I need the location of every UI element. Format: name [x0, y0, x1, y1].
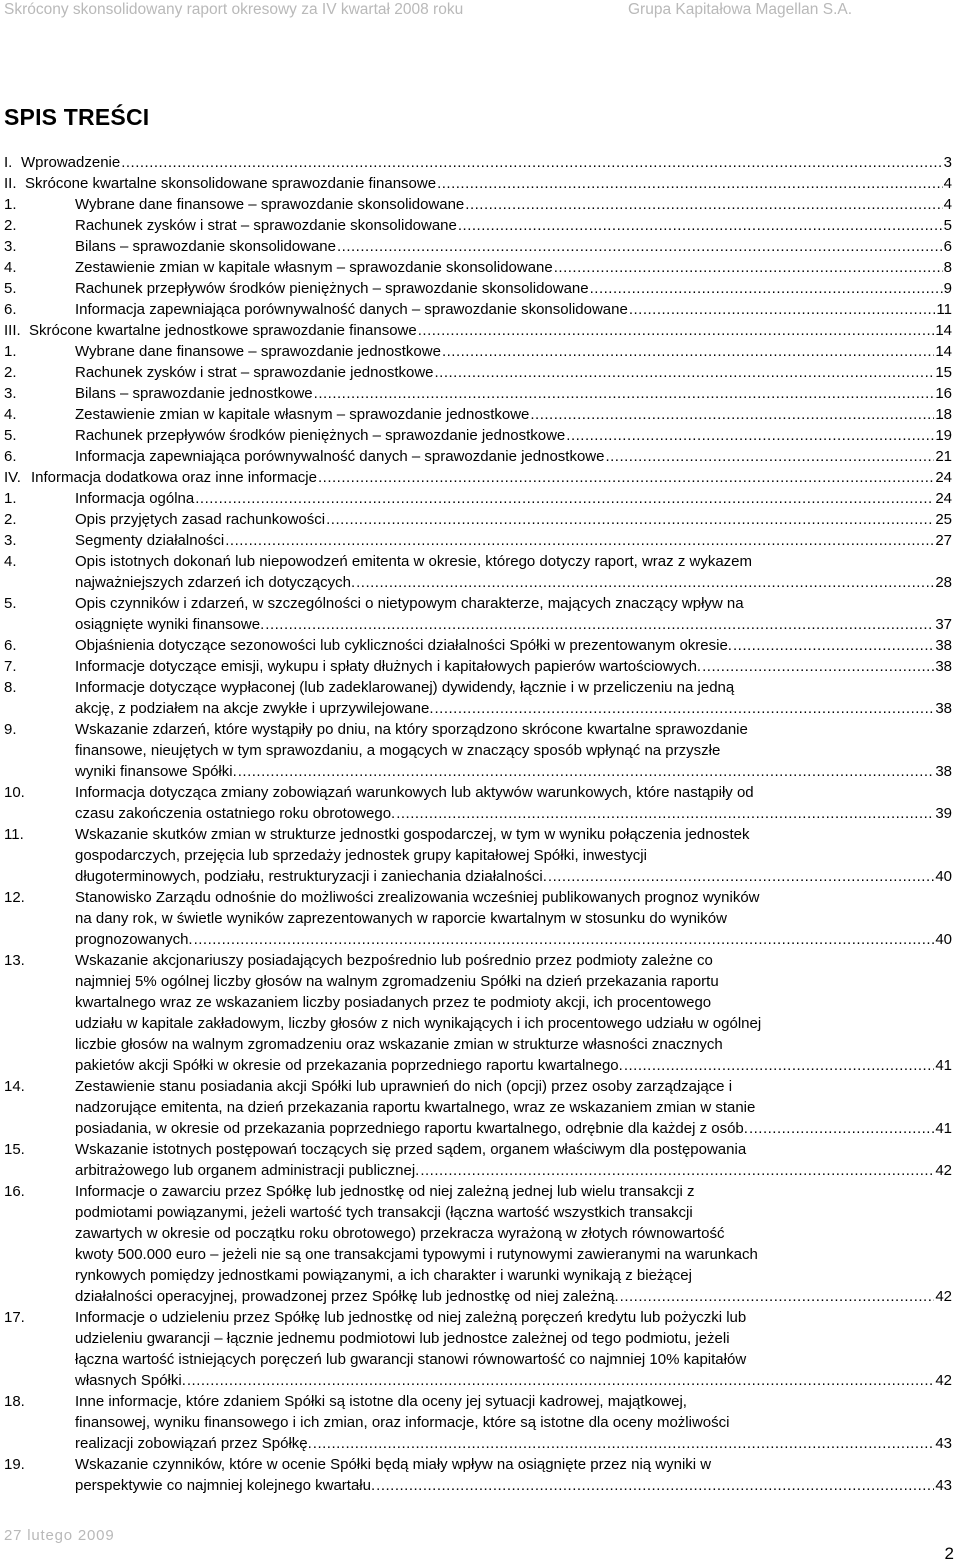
toc-entry-text: nadzorujące emitenta, na dzień przekazania raportu kwartalnego, wraz ze wskazaniem zmian w stanie — [75, 1099, 756, 1116]
toc-entry-text: Wskazanie skutków zmian w strukturze jednostki gospodarczej, w tym w wyniku połączenia jednostek — [75, 826, 750, 843]
toc-dot-leader — [554, 257, 943, 278]
toc-page-number: 5 — [943, 217, 952, 234]
toc-entry-number: 3. — [4, 385, 17, 402]
toc-entry-number: 4. — [4, 553, 17, 570]
toc-page-number: 21 — [935, 448, 952, 465]
toc-entry-text: Informacje o zawarciu przez Spółkę lub jednostkę od niej zależną jednej lub wielu transakcji z — [75, 1183, 695, 1200]
toc-entry-text: Informacje dotyczące emisji, wykupu i spłaty dłużnych i kapitałowych papierów wartościowych. — [75, 658, 702, 675]
toc-entry-text: Zestawienie stanu posiadania akcji Spółki lub uprawnień do nich (opcji) przez osoby zarządzające i — [75, 1078, 733, 1095]
toc-page-number: 38 — [935, 637, 952, 654]
toc-page-number: 18 — [935, 406, 952, 423]
toc-entry-text: Bilans – sprawozdanie skonsolidowane — [75, 238, 336, 255]
toc-entry-text: kwoty 500.000 euro – jeżeli nie są one transakcjami typowymi i rutynowymi zawieranymi na warunkach — [75, 1246, 758, 1263]
toc-entry-text: Zestawienie zmian w kapitale własnym – sprawozdanie skonsolidowane — [75, 259, 553, 276]
toc-entry-text: łączna wartość istniejących poręczeń lub gwarancji stanowi równowartość co najmniej 10% kapitałów — [75, 1351, 747, 1368]
toc-entry[interactable] — [0, 782, 960, 824]
toc-entry[interactable] — [0, 635, 960, 656]
toc-dot-leader — [733, 635, 934, 656]
toc-page-number: 38 — [935, 700, 952, 717]
toc-dot-leader — [313, 1433, 935, 1454]
toc-entry-text: własnych Spółki. — [75, 1372, 186, 1389]
toc-page-number: 38 — [935, 658, 952, 675]
toc-entry-text: wyniki finansowe Spółki. — [75, 763, 237, 780]
toc-entry-text: zawartych w okresie od początku roku obrotowego) przekracza wyrażoną w złotych równowartość — [75, 1225, 725, 1242]
toc-page-number: 43 — [935, 1477, 952, 1494]
toc-dot-leader — [314, 383, 935, 404]
toc-entry[interactable] — [0, 404, 960, 425]
toc-dot-leader — [238, 761, 935, 782]
toc-entry[interactable] — [0, 677, 960, 719]
toc-entry[interactable] — [0, 719, 960, 782]
toc-entry-text: Rachunek zysków i strat – sprawozdanie jednostkowe — [75, 364, 434, 381]
toc-page-number: 4 — [943, 175, 952, 192]
toc-page-number: 43 — [935, 1435, 952, 1452]
toc-dot-leader — [548, 866, 934, 887]
toc-dot-leader — [435, 698, 935, 719]
toc-page-number: 39 — [935, 805, 952, 822]
toc-entry-number: 13. — [4, 952, 25, 969]
toc-dot-leader — [326, 509, 934, 530]
toc-entry-number: 14. — [4, 1078, 25, 1095]
toc-entry-text: Informacja ogólna — [75, 490, 195, 507]
toc-page-number: 24 — [935, 490, 952, 507]
toc-entry-text: Wskazanie zdarzeń, które wystąpiły po dniu, na który sporządzono skrócone kwartalne sprawozdanie — [75, 721, 748, 738]
toc-entry-text: Wprowadzenie — [21, 154, 121, 171]
toc-entry-number: 3. — [4, 532, 17, 549]
toc-page-number: 4 — [943, 196, 952, 213]
toc-entry[interactable] — [0, 446, 960, 467]
toc-entry[interactable] — [0, 1181, 960, 1307]
toc-entry[interactable] — [0, 341, 960, 362]
toc-dot-leader — [605, 446, 934, 467]
toc-entry[interactable] — [0, 152, 960, 173]
toc-entry-text: Inne informacje, które zdaniem Spółki są istotne dla oceny jej sytuacji kadrowej, majątkowej, — [75, 1393, 687, 1410]
toc-entry[interactable] — [0, 1076, 960, 1139]
toc-entry-text: prognozowanych. — [75, 931, 193, 948]
toc-entry[interactable] — [0, 950, 960, 1076]
header-company-name: Grupa Kapitałowa Magellan S.A. — [628, 1, 853, 18]
toc-entry-number: 15. — [4, 1141, 25, 1158]
toc-page-number: 14 — [935, 322, 952, 339]
toc-entry-text: Zestawienie zmian w kapitale własnym – sprawozdanie jednostkowe — [75, 406, 530, 423]
toc-entry-text: pakietów akcji Spółki w okresie od przekazania poprzedniego raportu kwartalnego. — [75, 1057, 623, 1074]
toc-entry-text: Wskazanie akcjonariuszy posiadających bezpośrednio lub pośrednio przez podmioty zależne co — [75, 952, 713, 969]
toc-entry-text: udziału w kapitale zakładowym, liczby głosów z nich wynikających i ich procentowego udziału w ogólnej — [75, 1015, 762, 1032]
toc-entry-text: Rachunek przepływów środków pieniężnych – sprawozdanie skonsolidowane — [75, 280, 589, 297]
toc-dot-leader — [749, 1118, 934, 1139]
toc-entry-text: Wybrane dane finansowe – sprawozdanie jednostkowe — [75, 343, 441, 360]
toc-entry-text: Informacja dotycząca zmiany zobowiązań warunkowych lub aktywów warunkowych, które nastąpiły od — [75, 784, 754, 801]
toc-page-number: 25 — [935, 511, 952, 528]
toc-page-number: 42 — [935, 1372, 952, 1389]
toc-page-number: 11 — [936, 301, 952, 318]
toc-entry-number: 6. — [4, 448, 17, 465]
toc-entry-text: Wskazanie istotnych postępowań toczących się przed sądem, organem właściwym dla postępowania — [75, 1141, 747, 1158]
toc-entry-text: Skrócone kwartalne skonsolidowane sprawozdanie finansowe — [25, 175, 437, 192]
toc-dot-leader — [530, 404, 934, 425]
toc-dot-leader — [337, 236, 943, 257]
toc-entry-text: realizacji zobowiązań przez Spółkę. — [75, 1435, 312, 1452]
toc-entry[interactable] — [0, 278, 960, 299]
toc-entry-number: III. — [4, 322, 21, 339]
toc-entry-text: posiadania, w okresie od przekazania poprzedniego raportu kwartalnego, odrębnie dla każdej z osób. — [75, 1120, 748, 1137]
toc-entry-number: 5. — [4, 280, 17, 297]
toc-entry-number: 11. — [4, 826, 24, 843]
toc-entry-number: 10. — [4, 784, 25, 801]
toc-page-number: 16 — [935, 385, 952, 402]
toc-entry-text: liczbie głosów na walnym zgromadzeniu oraz wskazanie zmian w strukturze własności znacznych — [75, 1036, 723, 1053]
toc-entry-text: długoterminowych, podziału, restrukturyzacji i zaniechania działalności. — [75, 868, 547, 885]
toc-entry-number: 1. — [4, 196, 17, 213]
toc-dot-leader — [629, 299, 936, 320]
toc-entry-text: udzieleniu gwarancji – łącznie jednemu podmiotowi lub jednostce zależnej od tego podmiotu, jeżeli — [75, 1330, 730, 1347]
toc-entry-text: Opis czynników i zdarzeń, w szczególności o nietypowym charakterze, mających znaczący wpływ na — [75, 595, 744, 612]
toc-page-number: 27 — [935, 532, 952, 549]
toc-dot-leader — [418, 320, 935, 341]
toc-page-number: 41 — [935, 1057, 952, 1074]
toc-dot-leader — [566, 425, 934, 446]
toc-entry-number: 2. — [4, 511, 17, 528]
toc-entry[interactable] — [0, 509, 960, 530]
toc-entry-text: Informacja zapewniająca porównywalność danych – sprawozdanie jednostkowe — [75, 448, 605, 465]
header-report-title: Skrócony skonsolidowany raport okresowy za IV kwartał 2008 roku — [4, 1, 464, 18]
toc-dot-leader — [187, 1370, 934, 1391]
toc-entry-number: 19. — [4, 1456, 25, 1473]
toc-entry-text: najmniej 5% ogólnej liczby głosów na walnym zgromadzeniu Spółki na dzień przekazania raportu — [75, 973, 719, 990]
toc-page-number: 38 — [935, 763, 952, 780]
toc-page-number: 6 — [943, 238, 952, 255]
toc-entry[interactable] — [0, 467, 960, 488]
toc-entry[interactable] — [0, 593, 960, 635]
toc-entry[interactable] — [0, 236, 960, 257]
toc-entry-number: 1. — [4, 490, 17, 507]
toc-entry-text: Informacje dotyczące wypłaconej (lub zadeklarowanej) dywidendy, łącznie i w przeliczeniu na jedną — [75, 679, 735, 696]
toc-dot-leader — [121, 152, 942, 173]
toc-entry-text: Rachunek zysków i strat – sprawozdanie skonsolidowane — [75, 217, 457, 234]
toc-page-number: 40 — [935, 868, 952, 885]
toc-entry-text: Objaśnienia dotyczące sezonowości lub cykliczności działalności Spółki w prezentowanym okresie. — [75, 637, 732, 654]
toc-entry[interactable] — [0, 530, 960, 551]
toc-entry-number: 16. — [4, 1183, 25, 1200]
toc-entry[interactable] — [0, 425, 960, 446]
toc-entry-text: kwartalnego wraz ze wskazaniem liczby posiadanych przez te podmioty akcji, ich procentowego — [75, 994, 712, 1011]
toc-entry-text: Wskazanie czynników, które w ocenie Spółki będą miały wpływ na osiągnięte przez nią wyniki w — [75, 1456, 712, 1473]
toc-entry[interactable] — [0, 1454, 960, 1496]
toc-dot-leader — [620, 1286, 935, 1307]
toc-entry[interactable] — [0, 1307, 960, 1391]
toc-entry[interactable] — [0, 824, 960, 887]
toc-entry[interactable] — [0, 320, 960, 341]
toc-entry-number: 7. — [4, 658, 17, 675]
toc-entry-number: II. — [4, 175, 17, 192]
toc-entry-number: I. — [4, 154, 13, 171]
toc-dot-leader — [437, 173, 943, 194]
toc-entry-text: finansowej, wyniku finansowego i ich zmian, oraz informacje, które są istotne dla oceny możliwości — [75, 1414, 730, 1431]
toc-page-number: 28 — [935, 574, 952, 591]
toc-entry[interactable] — [0, 257, 960, 278]
toc-entry-text: Opis istotnych dokonań lub niepowodzeń emitenta w okresie, którego dotyczy raport, wraz z wykazem — [75, 553, 752, 570]
toc-entry-text: Informacje o udzieleniu przez Spółkę lub jednostkę od niej zależną poręczeń kredytu lub pożyczki lub — [75, 1309, 747, 1326]
toc-entry-text: Opis przyjętych zasad rachunkowości — [75, 511, 326, 528]
toc-entry[interactable] — [0, 173, 960, 194]
toc-entry-text: Wybrane dane finansowe – sprawozdanie skonsolidowane — [75, 196, 465, 213]
toc-entry-number: 2. — [4, 217, 17, 234]
toc-entry-number: 6. — [4, 637, 17, 654]
toc-entry-text: akcję, z podziałem na akcje zwykłe i uprzywilejowane. — [75, 700, 434, 717]
toc-entry[interactable] — [0, 299, 960, 320]
toc-entry-text: Segmenty działalności — [75, 532, 225, 549]
toc-entry-number: 1. — [4, 343, 17, 360]
toc-dot-leader — [376, 1475, 934, 1496]
toc-dot-leader — [590, 278, 943, 299]
toc-entry-number: 18. — [4, 1393, 25, 1410]
toc-entry[interactable] — [0, 215, 960, 236]
table-of-contents — [0, 152, 960, 1496]
toc-entry-text: rynkowych pomiędzy jednostkami powiązanymi, a ich charakter i warunki wynikają z bieżącej — [75, 1267, 692, 1284]
toc-entry-number: 6. — [4, 301, 17, 318]
toc-entry[interactable] — [0, 194, 960, 215]
toc-entry-text: gospodarczych, przejęcia lub sprzedaży jednostek grupy kapitałowej Spółki, inwestycji — [75, 847, 647, 864]
toc-entry-number: 5. — [4, 595, 17, 612]
toc-entry[interactable] — [0, 383, 960, 404]
toc-entry-text: perspektywie co najmniej kolejnego kwartału. — [75, 1477, 376, 1494]
toc-page-number: 42 — [935, 1162, 952, 1179]
toc-dot-leader — [194, 929, 935, 950]
toc-page-number: 8 — [943, 259, 952, 276]
toc-entry-text: podmiotami powiązanymi, jeżeli wartość tych transakcji (łączna wartość wszystkich transakcji — [75, 1204, 693, 1221]
toc-entry-number: 8. — [4, 679, 17, 696]
toc-entry-text: finansowe, nieujętych w tym sprawozdaniu, a mogących w znaczący sposób wpłynąć na przyszłe — [75, 742, 721, 759]
toc-page-number: 19 — [935, 427, 952, 444]
toc-page-number: 41 — [935, 1120, 952, 1137]
toc-dot-leader — [195, 488, 934, 509]
toc-dot-leader — [624, 1055, 935, 1076]
toc-page-number: 3 — [943, 154, 952, 171]
toc-entry-text: osiągnięte wyniki finansowe. — [75, 616, 265, 633]
toc-entry-text: Informacja dodatkowa oraz inne informacje — [31, 469, 317, 486]
toc-entry-text: Skrócone kwartalne jednostkowe sprawozdanie finansowe — [29, 322, 417, 339]
toc-entry-number: 9. — [4, 721, 17, 738]
toc-entry-text: Rachunek przepływów środków pieniężnych – sprawozdanie jednostkowe — [75, 427, 566, 444]
toc-entry[interactable] — [0, 656, 960, 677]
toc-dot-leader — [458, 215, 943, 236]
page-title: SPIS TREŚCI — [4, 104, 150, 130]
toc-entry-text: najważniejszych zdarzeń ich dotyczących. — [75, 574, 356, 591]
toc-entry-number: 5. — [4, 427, 17, 444]
toc-entry-text: działalności operacyjnej, prowadzonej przez Spółkę lub jednostkę od niej zależną. — [75, 1288, 619, 1305]
running-header — [0, 0, 960, 22]
toc-page-number: 14 — [935, 343, 952, 360]
toc-dot-leader — [442, 341, 934, 362]
toc-entry-text: Stanowisko Zarządu odnośnie do możliwości zrealizowania wcześniej publikowanych prognoz wyników — [75, 889, 760, 906]
toc-dot-leader — [396, 803, 934, 824]
toc-page-number: 40 — [935, 931, 952, 948]
toc-page-number: 15 — [935, 364, 952, 381]
toc-entry[interactable] — [0, 1391, 960, 1454]
toc-dot-leader — [465, 194, 942, 215]
toc-entry-number: 4. — [4, 259, 17, 276]
toc-entry-number: 17. — [4, 1309, 25, 1326]
toc-entry-number: 3. — [4, 238, 17, 255]
toc-entry[interactable] — [0, 362, 960, 383]
toc-dot-leader — [435, 362, 935, 383]
toc-entry[interactable] — [0, 488, 960, 509]
toc-page-number: 37 — [935, 616, 952, 633]
toc-entry-text: Bilans – sprawozdanie jednostkowe — [75, 385, 313, 402]
toc-dot-leader — [265, 614, 934, 635]
footer-page-number: 2 — [944, 1544, 954, 1563]
toc-page-number: 9 — [943, 280, 952, 297]
toc-page-number: 42 — [935, 1288, 952, 1305]
toc-dot-leader — [420, 1160, 934, 1181]
toc-entry-text: arbitrażowego lub organem administracji publicznej. — [75, 1162, 420, 1179]
toc-page-number: 24 — [935, 469, 952, 486]
toc-entry-text: czasu zakończenia ostatniego roku obrotowego. — [75, 805, 396, 822]
toc-dot-leader — [225, 530, 934, 551]
toc-dot-leader — [702, 656, 934, 677]
toc-entry-number: 12. — [4, 889, 25, 906]
footer-date: 27 lutego 2009 — [4, 1527, 115, 1544]
toc-entry[interactable] — [0, 887, 960, 950]
toc-entry-text: na dany rok, w świetle wyników zaprezentowanych w raporcie kwartalnym w stosunku do wyników — [75, 910, 727, 927]
toc-entry[interactable] — [0, 551, 960, 593]
toc-dot-leader — [318, 467, 934, 488]
toc-entry-text: Informacja zapewniająca porównywalność danych – sprawozdanie skonsolidowane — [75, 301, 628, 318]
toc-entry-number: 4. — [4, 406, 17, 423]
toc-entry-number: IV. — [4, 469, 21, 486]
toc-dot-leader — [356, 572, 934, 593]
toc-entry-number: 2. — [4, 364, 17, 381]
toc-entry[interactable] — [0, 1139, 960, 1181]
